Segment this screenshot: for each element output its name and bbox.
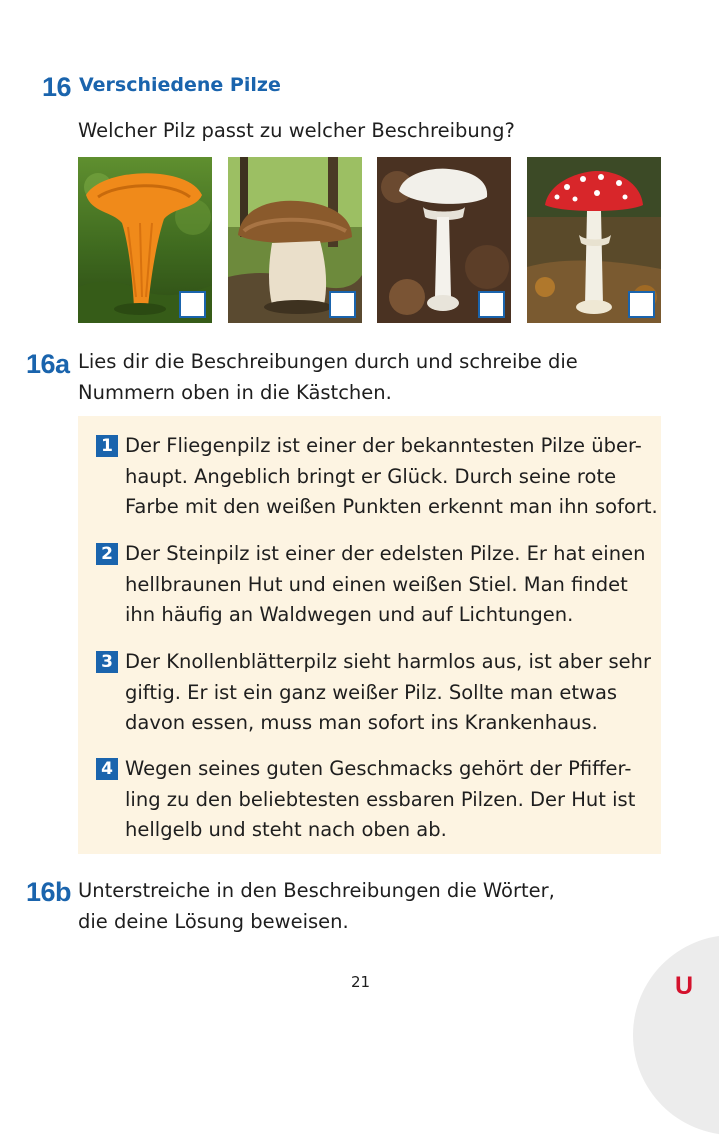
task-instruction-16a xyxy=(78,346,578,408)
answer-box[interactable] xyxy=(179,291,206,318)
description-line: ling zu den beliebtesten essbaren Pilzen. Der Hut ist xyxy=(125,787,636,811)
instruction-line: Nummern oben in die Kästchen. xyxy=(78,381,392,404)
description-line: Wegen seines guten Geschmacks gehört der Pfiffer- xyxy=(125,757,632,780)
page-number: 21 xyxy=(351,973,371,991)
description-line: davon essen, muss man sofort ins Krankenhaus. xyxy=(125,711,598,734)
description-item xyxy=(96,647,651,739)
answer-box[interactable] xyxy=(478,291,505,318)
publisher-logo: U xyxy=(675,972,694,1000)
description-number: 2 xyxy=(96,543,118,565)
task-number-16: 16 xyxy=(42,72,72,102)
description-line: hellbraunen Hut und einen weißen Stiel. Man findet xyxy=(125,572,628,596)
description-line: Der Steinpilz ist einer der edelsten Pilze. Er hat einen xyxy=(125,542,646,565)
description-line: haupt. Angeblich bringt er Glück. Durch seine rote xyxy=(125,464,617,488)
description-item xyxy=(96,431,658,523)
instruction-line: die deine Lösung beweisen. xyxy=(78,910,349,933)
description-item xyxy=(96,754,651,846)
description-line: hellgelb und steht nach oben ab. xyxy=(125,818,447,841)
task-number-16a: 16a xyxy=(26,349,70,379)
chanterelle-photo xyxy=(78,157,212,323)
descriptions-box xyxy=(78,416,661,854)
answer-box[interactable] xyxy=(329,291,356,318)
description-number: 4 xyxy=(96,758,118,780)
death-cap-photo xyxy=(377,157,511,323)
task-question: Welcher Pilz passt zu welcher Beschreibung? xyxy=(78,119,515,142)
description-line: ihn häufig an Waldwegen und auf Lichtungen. xyxy=(125,603,574,626)
corner-tab xyxy=(633,935,719,1135)
description-line: giftig. Er ist ein ganz weißer Pilz. Sollte man etwas xyxy=(125,680,618,704)
description-number: 3 xyxy=(96,651,118,673)
task-number-16b: 16b xyxy=(26,877,72,907)
description-line: Der Fliegenpilz ist einer der bekanntesten Pilze über- xyxy=(125,434,642,457)
description-line: Farbe mit den weißen Punkten erkennt man ihn sofort. xyxy=(125,495,658,518)
answer-box[interactable] xyxy=(628,291,655,318)
task-instruction-16b xyxy=(78,875,555,937)
fly-agaric-photo xyxy=(527,157,661,323)
description-item xyxy=(96,539,651,631)
description-line: Der Knollenblätterpilz sieht harmlos aus, ist aber sehr xyxy=(125,650,652,673)
porcini-photo xyxy=(228,157,362,323)
instruction-line: Unterstreiche in den Beschreibungen die Wörter, xyxy=(78,879,555,902)
task-title: Verschiedene Pilze xyxy=(79,74,281,96)
description-number: 1 xyxy=(96,435,118,457)
instruction-line: Lies dir die Beschreibungen durch und schreibe die xyxy=(78,350,578,373)
